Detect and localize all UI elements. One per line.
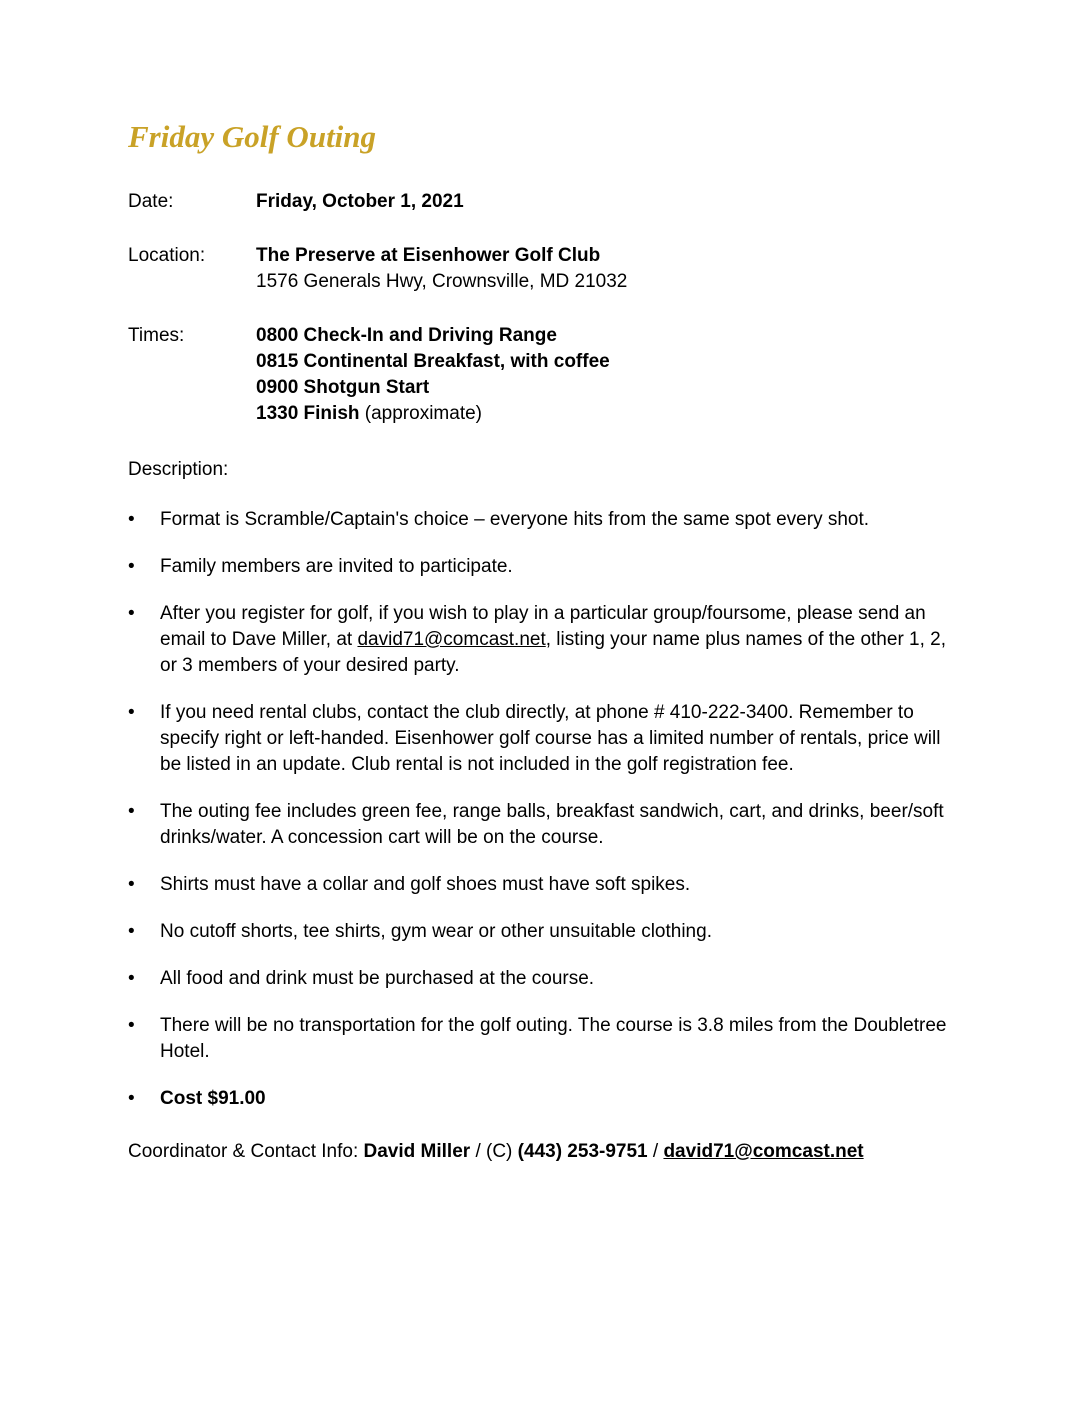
list-item [128,799,954,851]
list-item [128,601,954,679]
bullet-icon: • [128,702,135,723]
bullet-icon: • [128,603,135,624]
bullet-text-post: , listing your name plus names of the other 1, 2, or 3 members of your desired party. [160,629,947,676]
contact-separator: / (C) [470,1141,518,1162]
date-row [128,189,954,215]
times-row [128,323,954,427]
location-address: 1576 Generals Hwy, Crownsville, MD 21032 [256,271,628,292]
date-value: Friday, October 1, 2021 [256,191,464,212]
list-item [128,872,954,898]
bullet-icon: • [128,1088,135,1109]
bullet-text: No cutoff shorts, tee shirts, gym wear or other unsuitable clothing. [160,921,712,942]
times-line-bold: 0815 Continental Breakfast, with coffee [256,351,610,372]
bullet-text: Shirts must have a collar and golf shoes must have soft spikes. [160,874,691,895]
bullet-text: Format is Scramble/Captain's choice – everyone hits from the same spot every shot. [160,509,870,530]
times-line [256,401,610,427]
bullet-icon: • [128,509,135,530]
bullet-text: The outing fee includes green fee, range balls, breakfast sandwich, cart, and drinks, beer/soft drinks/water. A concession cart will be on the course. [160,801,944,848]
times-line [256,323,610,349]
bullet-icon: • [128,556,135,577]
list-item [128,966,954,992]
contact-prefix: Coordinator & Contact Info: [128,1141,364,1162]
times-line-bold: 1330 Finish [256,403,360,424]
times-label: Times: [128,325,185,346]
bullet-text: Family members are invited to participate. [160,556,513,577]
location-name: The Preserve at Eisenhower Golf Club [256,245,601,266]
page-title: Friday Golf Outing [128,119,377,154]
times-line [256,349,610,375]
date-label: Date: [128,191,174,212]
bullet-text-cost: Cost $91.00 [160,1088,266,1109]
bullet-icon: • [128,874,135,895]
coordinator-contact-line [128,1139,952,1165]
times-line-bold: 0900 Shotgun Start [256,377,430,398]
list-item [128,1086,954,1112]
times-line-bold: 0800 Check-In and Driving Range [256,325,557,346]
contact-email-link[interactable]: david71@comcast.net [663,1141,864,1162]
location-row [128,243,954,295]
times-line [256,375,610,401]
bullet-icon: • [128,968,135,989]
bullet-text: There will be no transportation for the golf outing. The course is 3.8 miles from the Doubletree Hotel. [160,1015,947,1062]
contact-phone: (443) 253-9751 [517,1141,648,1162]
description-heading: Description: [128,459,229,480]
list-item [128,507,954,533]
bullet-icon: • [128,921,135,942]
description-bullet-list [128,507,954,1112]
bullet-text-pre: After you register for golf, if you wish to play in a particular group/foursome, please send an email to Dave Miller, at [160,603,926,650]
contact-separator: / [647,1141,664,1162]
bullet-icon: • [128,1015,135,1036]
list-item [128,1013,954,1065]
email-link[interactable]: david71@comcast.net [357,629,546,650]
location-value [256,243,627,295]
bullet-icon: • [128,801,135,822]
location-label: Location: [128,245,206,266]
bullet-text: All food and drink must be purchased at the course. [160,968,595,989]
bullet-text: If you need rental clubs, contact the club directly, at phone # 410-222-3400. Remember to specify right or left-handed. Eisenhower golf course has a limited number of rentals, price will be listed in an update. Club rental is not included in the golf registration fee. [160,702,941,775]
list-item [128,700,954,778]
contact-name: David Miller [363,1141,471,1162]
times-value [256,323,610,427]
list-item [128,919,954,945]
list-item [128,554,954,580]
times-line-normal: (approximate) [359,403,482,424]
bullet-text [160,601,952,679]
